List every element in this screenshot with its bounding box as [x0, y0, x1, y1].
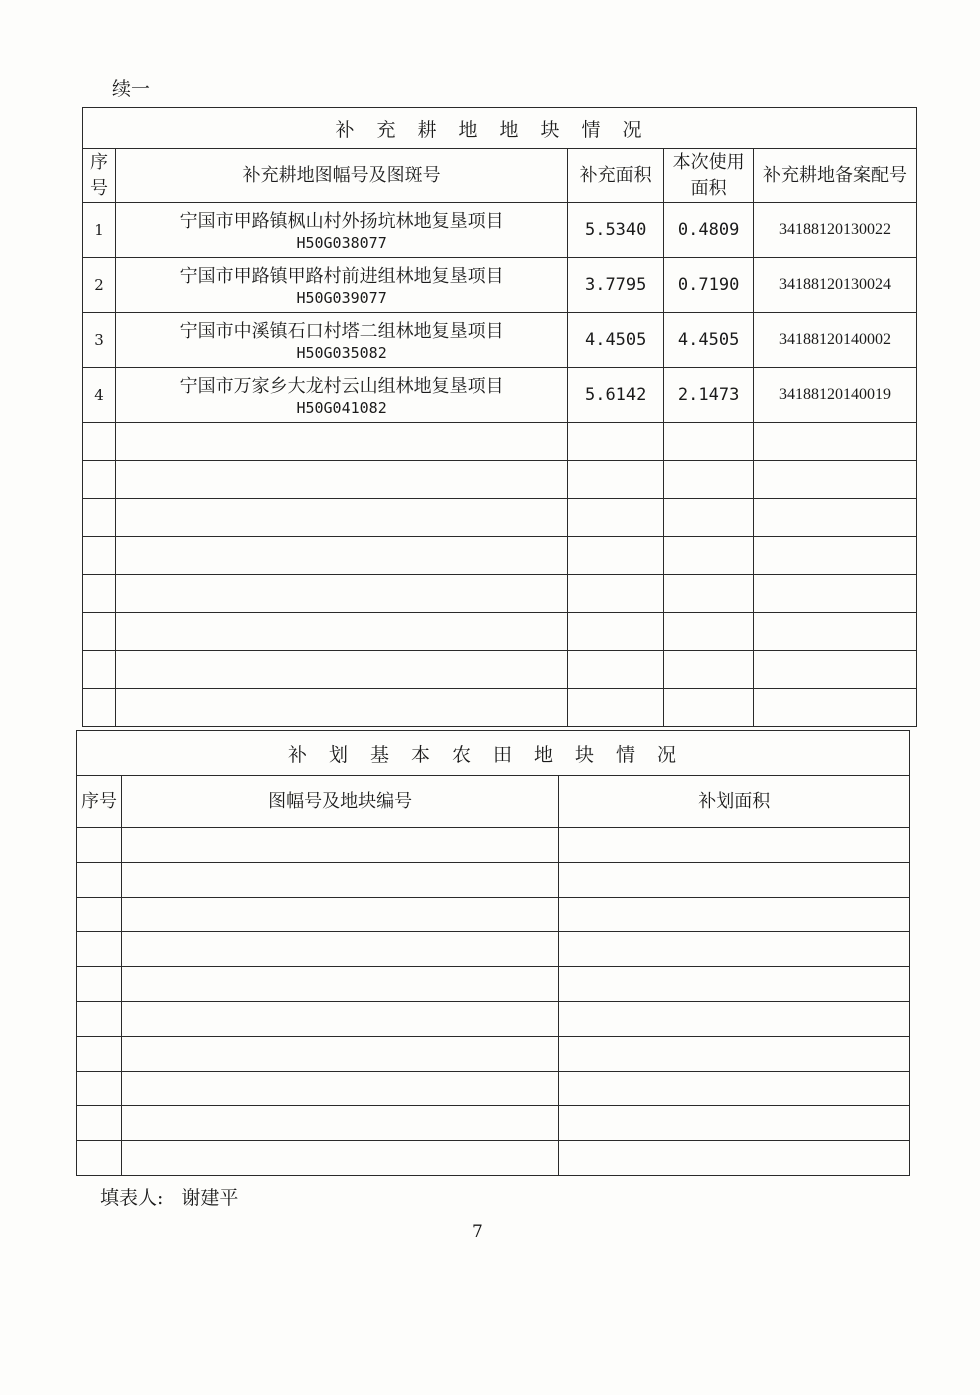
row-area: 4.4505 [568, 313, 664, 368]
supplementary-farmland-table [82, 107, 917, 727]
row-project-name: 宁国市中溪镇石口村塔二组林地复垦项目 [179, 320, 504, 342]
empty-row [83, 537, 917, 575]
row-map-code: H50G038077 [296, 233, 387, 252]
header-used: 本次使用面积 [664, 149, 754, 203]
table-row [83, 368, 917, 423]
row-map [115, 313, 567, 368]
row-seq: 3 [83, 313, 116, 368]
row-map [115, 258, 567, 313]
empty-row [83, 461, 917, 499]
table-row [83, 203, 917, 258]
page-number: 7 [472, 1222, 483, 1242]
row-used: 2.1473 [664, 368, 754, 423]
empty-row [77, 1071, 910, 1106]
row-record: 34188120140019 [754, 368, 917, 423]
section1-title: 补充耕地地块情况 [83, 108, 917, 149]
row-map-code: H50G035082 [296, 343, 387, 362]
continuation-label: 续一 [112, 78, 151, 100]
empty-row [77, 1001, 910, 1036]
header-map: 补充耕地图幅号及图斑号 [115, 149, 567, 203]
filler-name: 谢建平 [181, 1187, 239, 1209]
table-row [83, 313, 917, 368]
row-area: 3.7795 [568, 258, 664, 313]
empty-row [77, 932, 910, 967]
row-record: 34188120130024 [754, 258, 917, 313]
row-map-code: H50G039077 [296, 288, 387, 307]
header2-seq: 序号 [77, 776, 122, 828]
row-map-code: H50G041082 [296, 398, 387, 417]
empty-row [77, 1141, 910, 1176]
empty-row [83, 689, 917, 727]
row-seq: 2 [83, 258, 116, 313]
section2-title: 补划基本农田地块情况 [77, 731, 910, 776]
empty-row [77, 897, 910, 932]
row-project-name: 宁国市甲路镇甲路村前进组林地复垦项目 [179, 265, 504, 287]
header-record: 补充耕地备案配号 [754, 149, 917, 203]
row-seq: 1 [83, 203, 116, 258]
empty-row [77, 1106, 910, 1141]
row-map [115, 203, 567, 258]
empty-row [83, 499, 917, 537]
row-used: 4.4505 [664, 313, 754, 368]
row-project-name: 宁国市甲路镇枫山村外扬坑林地复垦项目 [179, 210, 504, 232]
header-area: 补充面积 [568, 149, 664, 203]
basic-farmland-table [76, 730, 910, 1176]
table-row [83, 258, 917, 313]
row-record: 34188120140002 [754, 313, 917, 368]
header2-area: 补划面积 [559, 776, 910, 828]
empty-row [83, 613, 917, 651]
empty-row [83, 423, 917, 461]
row-area: 5.5340 [568, 203, 664, 258]
empty-row [77, 862, 910, 897]
row-area: 5.6142 [568, 368, 664, 423]
empty-row [77, 1036, 910, 1071]
filler-line [100, 1183, 238, 1210]
header2-map: 图幅号及地块编号 [121, 776, 558, 828]
row-seq: 4 [83, 368, 116, 423]
filler-label: 填表人: [100, 1187, 164, 1209]
row-used: 0.7190 [664, 258, 754, 313]
row-record: 34188120130022 [754, 203, 917, 258]
empty-row [83, 575, 917, 613]
empty-row [77, 828, 910, 863]
row-map [115, 368, 567, 423]
row-used: 0.4809 [664, 203, 754, 258]
empty-row [83, 651, 917, 689]
row-project-name: 宁国市万家乡大龙村云山组林地复垦项目 [179, 375, 504, 397]
empty-row [77, 967, 910, 1002]
header-seq: 序号 [83, 149, 116, 203]
